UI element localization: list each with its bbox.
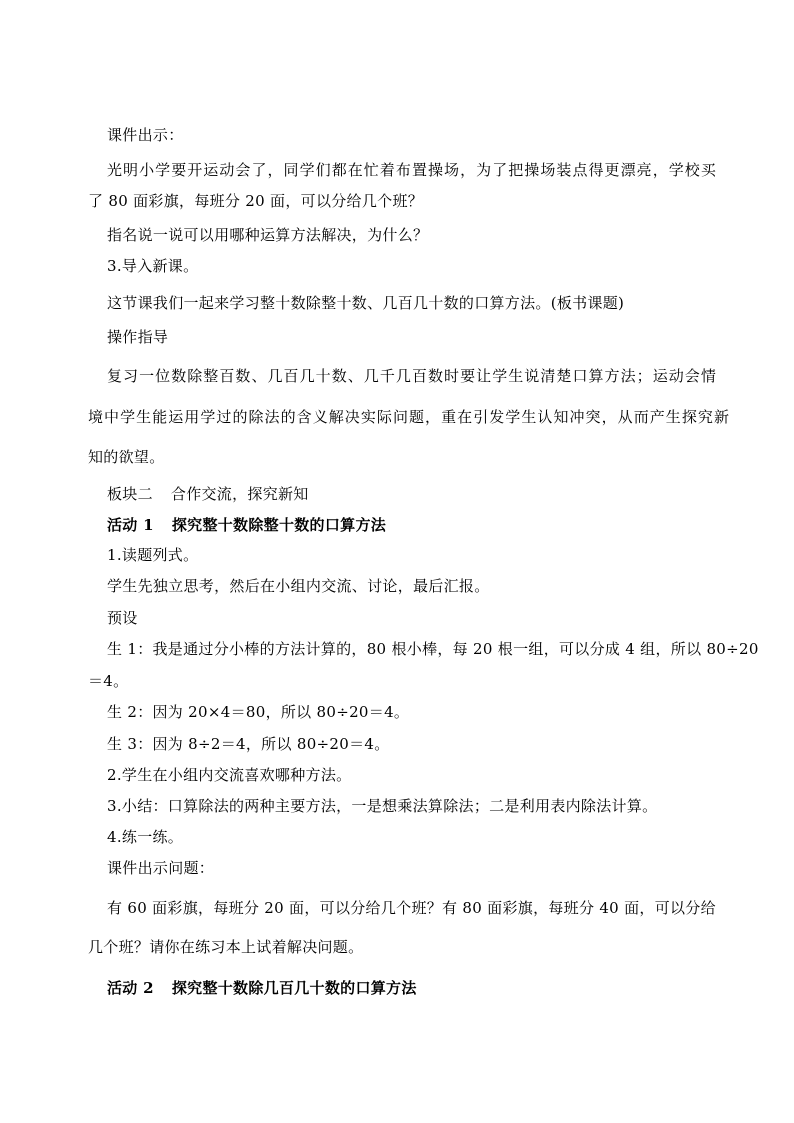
a1-step4-text: 4.练一练。 [107,828,184,846]
practice-line-2: 几个班？请你在练习本上试着解决问题。 [88,938,364,956]
guide-line-1: 复习一位数除整百数、几百几十数、几千几百数时要让学生说清楚口算方法；运动会情 [107,367,717,385]
block2-title: 合作交流，探究新知 [170,485,309,503]
courseware-show-text: 课件出示： [107,126,184,144]
guide-line-2: 境中学生能运用学过的除法的含义解决实际问题，重在引发学生认知冲突，从而产生探究新 [88,408,731,426]
block2-heading [107,484,309,504]
activity2-label: 活动 2 [107,979,154,997]
activity1-heading [107,515,386,535]
show-question-text: 课件出示问题： [107,859,215,877]
activity1-title: 探究整十数除整十数的口算方法 [171,516,387,534]
activity2-heading [107,978,417,998]
a1-step2-text: 2.学生在小组内交流喜欢哪种方法。 [107,766,352,784]
student1-line-2: ＝4。 [88,672,129,690]
practice-line-1: 有 60 面彩旗，每班分 20 面，可以分给几个班？有 80 面彩旗，每班分 40 面，可以分给 [107,899,716,917]
scenario-line-1: 光明小学要开运动会了，同学们都在忙着布置操场，为了把操场装点得更漂亮，学校买 [107,161,717,179]
a1-think-text: 学生先独立思考，然后在小组内交流、讨论，最后汇报。 [107,577,490,595]
scenario-line-2: 了 80 面彩旗，每班分 20 面，可以分给几个班？ [88,192,424,210]
a1-step3-text: 3.小结：口算除法的两种主要方法，一是想乘法算除法；二是利用表内除法计算。 [107,797,658,815]
guide-heading: 操作指导 [107,328,169,346]
activity2-title: 探究整十数除几百几十数的口算方法 [171,979,417,997]
block2-label: 板块二 [107,485,153,503]
preset-label: 预设 [107,609,138,627]
guide-line-3: 知的欲望。 [88,448,165,466]
ask-method-text: 指名说一说可以用哪种运算方法解决，为什么？ [107,226,429,244]
step3-intro-text: 3.导入新课。 [107,257,199,275]
student3-text: 生 3：因为 8÷2＝4，所以 80÷20＝4。 [107,735,390,753]
student2-text: 生 2：因为 20×4＝80，所以 80÷20＝4。 [107,703,410,721]
a1-step1-text: 1.读题列式。 [107,546,199,564]
student1-line-1: 生 1：我是通过分小棒的方法计算的，80 根小棒，每 20 根一组，可以分成 4 组，所以 80÷20 [107,640,759,658]
lesson-topic-text: 这节课我们一起来学习整十数除整十数、几百几十数的口算方法。(板书课题) [107,294,625,312]
activity1-label: 活动 1 [107,516,154,534]
